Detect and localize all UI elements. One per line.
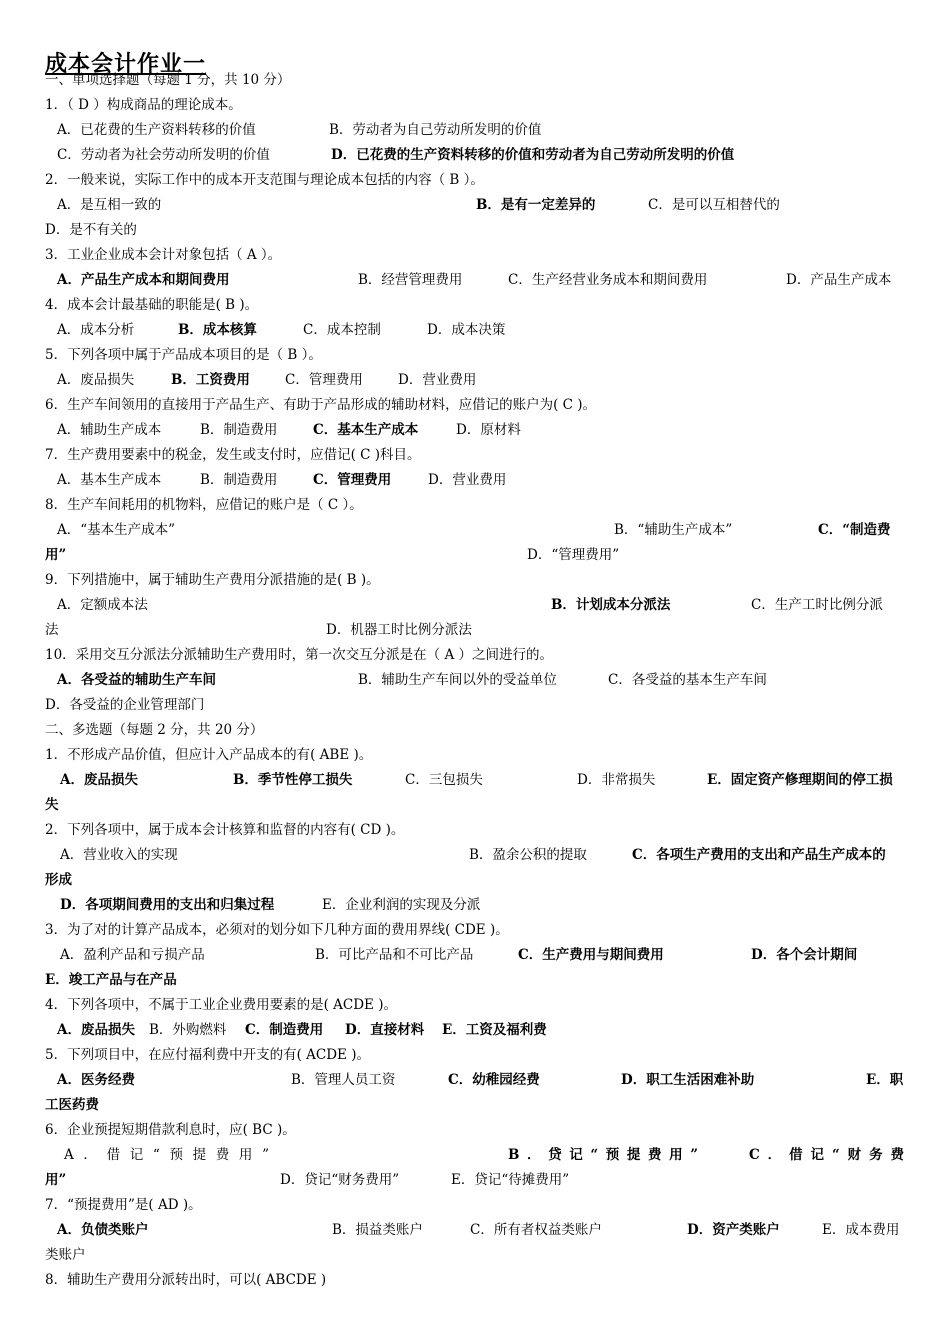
answer-option: A．借记“预提费用” bbox=[64, 1147, 269, 1163]
answer-option: B．制造费用 bbox=[200, 472, 278, 488]
answer-option: C．制造费用 bbox=[245, 1022, 324, 1038]
answer-option: E．企业利润的实现及分派 bbox=[322, 897, 481, 913]
answer-option: C．三包损失 bbox=[405, 772, 483, 788]
question-text: 3．工业企业成本会计对象包括（ A ）。 bbox=[45, 247, 282, 263]
question-text: 4．成本会计最基础的职能是( B )。 bbox=[45, 297, 259, 313]
answer-option: A．已花费的生产资料转移的价值 bbox=[57, 122, 256, 138]
question-text: 2．下列各项中，属于成本会计核算和监督的内容有( CD )。 bbox=[45, 822, 405, 838]
answer-option: D．直接材料 bbox=[345, 1022, 425, 1038]
question-text: 5．下列项目中，在应付福利费中开支的有( ACDE )。 bbox=[45, 1047, 370, 1063]
answer-option: A．是互相一致的 bbox=[57, 197, 162, 213]
answer-option: A．成本分析 bbox=[57, 322, 135, 338]
answer-option: C．劳动者为社会劳动所发明的价值 bbox=[57, 147, 270, 163]
answer-option: A．废品损失 bbox=[60, 772, 138, 788]
answer-option: B．制造费用 bbox=[200, 422, 278, 438]
question-text: 8．辅助生产费用分派转出时，可以( ABCDE ) bbox=[45, 1272, 327, 1288]
answer-option: B．外购燃料 bbox=[149, 1022, 227, 1038]
question-text: 1．不形成产品价值，但应计入产品成本的有( ABE )。 bbox=[45, 747, 373, 763]
continuation-line: 类账户 bbox=[45, 1247, 86, 1263]
answer-option: C．幼稚园经费 bbox=[448, 1072, 540, 1088]
answer-option: 用” bbox=[45, 547, 67, 563]
answer-option: B．经营管理费用 bbox=[358, 272, 463, 288]
answer-option: D．职工生活困难补助 bbox=[621, 1072, 755, 1088]
answer-option: C．基本生产成本 bbox=[313, 422, 419, 438]
answer-option: A．医务经费 bbox=[57, 1072, 135, 1088]
continuation-line: 失 bbox=[45, 797, 59, 813]
answer-option: D．“管理费用” bbox=[527, 547, 620, 563]
answer-option: A．废品损失 bbox=[57, 1022, 135, 1038]
question-text: 3．为了对的计算产品成本，必须对的划分如下几种方面的费用界线( CDE )。 bbox=[45, 922, 509, 938]
answer-option: E．贷记“待摊费用” bbox=[451, 1172, 570, 1188]
answer-option: E．成本费用 bbox=[822, 1222, 900, 1238]
answer-option: D．营业费用 bbox=[428, 472, 507, 488]
answer-option: E．职 bbox=[866, 1072, 904, 1088]
section-heading: 二、多选题（每题 2 分，共 20 分） bbox=[45, 722, 264, 738]
answer-option: C．生产费用与期间费用 bbox=[518, 947, 664, 963]
answer-option: C．管理费用 bbox=[285, 372, 363, 388]
answer-option: A．产品生产成本和期间费用 bbox=[57, 272, 230, 288]
answer-option: D．各项期间费用的支出和归集过程 bbox=[60, 897, 275, 913]
answer-option: B．贷记“预提费用” bbox=[508, 1147, 698, 1163]
answer-option: B．工资费用 bbox=[171, 372, 250, 388]
answer-option: A．“基本生产成本” bbox=[57, 522, 176, 538]
question-text: 1．（ D ）构成商品的理论成本。 bbox=[45, 97, 242, 113]
answer-option: A．辅助生产成本 bbox=[57, 422, 162, 438]
answer-option: D．资产类账户 bbox=[687, 1222, 780, 1238]
answer-option: B．损益类账户 bbox=[332, 1222, 423, 1238]
answer-option: C．生产工时比例分派 bbox=[751, 597, 883, 613]
answer-option: D．非常损失 bbox=[577, 772, 656, 788]
question-text: 6．企业预提短期借款利息时，应( BC )。 bbox=[45, 1122, 296, 1138]
answer-option: B．“辅助生产成本” bbox=[614, 522, 733, 538]
question-text: 7．“预提费用”是( AD )。 bbox=[45, 1197, 202, 1213]
answer-option: A．盈利产品和亏损产品 bbox=[60, 947, 205, 963]
question-text: 9．下列措施中，属于辅助生产费用分派措施的是( B )。 bbox=[45, 572, 380, 588]
answer-option: A．定额成本法 bbox=[57, 597, 148, 613]
answer-option: A．各受益的辅助生产车间 bbox=[57, 672, 216, 688]
document-title: 成本会计作业一 bbox=[45, 51, 207, 77]
answer-option: C．管理费用 bbox=[313, 472, 392, 488]
answer-option: C．各项生产费用的支出和产品生产成本的 bbox=[632, 847, 886, 863]
answer-option: A．基本生产成本 bbox=[57, 472, 162, 488]
answer-option: C．所有者权益类账户 bbox=[470, 1222, 602, 1238]
answer-option: B．计划成本分派法 bbox=[551, 597, 671, 613]
answer-option: 法 bbox=[45, 622, 59, 638]
answer-option: E．工资及福利费 bbox=[442, 1022, 547, 1038]
section-heading: 一、单项选择题（每题 1 分，共 10 分） bbox=[45, 72, 291, 88]
answer-option: C．各受益的基本生产车间 bbox=[608, 672, 767, 688]
answer-option: D．贷记“财务费用” bbox=[280, 1172, 400, 1188]
question-text: 10．采用交互分派法分派辅助生产费用时，第一次交互分派是在（ A ）之间进行的。 bbox=[45, 647, 554, 663]
answer-option: B．管理人员工资 bbox=[291, 1072, 396, 1088]
answer-option: D．各个会计期间 bbox=[751, 947, 858, 963]
answer-option: B．劳动者为自己劳动所发明的价值 bbox=[329, 122, 542, 138]
answer-option: B．盈余公积的提取 bbox=[469, 847, 587, 863]
question-text: 8．生产车间耗用的机物料，应借记的账户是（ C ）。 bbox=[45, 497, 363, 513]
answer-option: C．借记“财务费 bbox=[749, 1147, 904, 1163]
answer-option: B．辅助生产车间以外的受益单位 bbox=[358, 672, 557, 688]
answer-option: E．固定资产修理期间的停工损 bbox=[707, 772, 893, 788]
continuation-line: E．竣工产品与在产品 bbox=[45, 972, 177, 988]
answer-option: D．机器工时比例分派法 bbox=[326, 622, 472, 638]
continuation-line: D．各受益的企业管理部门 bbox=[45, 697, 205, 713]
answer-option: 用” bbox=[45, 1172, 67, 1188]
answer-option: D．营业费用 bbox=[398, 372, 477, 388]
question-text: 7．生产费用要素中的税金，发生或支付时，应借记( C )科目。 bbox=[45, 447, 421, 463]
continuation-line: 工医药费 bbox=[45, 1097, 99, 1113]
answer-option: D．已花费的生产资料转移的价值和劳动者为自己劳动所发明的价值 bbox=[331, 147, 735, 163]
continuation-line: D．是不有关的 bbox=[45, 222, 137, 238]
answer-option: B．季节性停工损失 bbox=[233, 772, 353, 788]
question-text: 2．一般来说，实际工作中的成本开支范围与理论成本包括的内容（ B ）。 bbox=[45, 172, 484, 188]
question-text: 4．下列各项中，不属于工业企业费用要素的是( ACDE )。 bbox=[45, 997, 397, 1013]
answer-option: A．营业收入的实现 bbox=[60, 847, 178, 863]
answer-option: B．可比产品和不可比产品 bbox=[315, 947, 474, 963]
answer-option: A．废品损失 bbox=[57, 372, 135, 388]
question-text: 5．下列各项中属于产品成本项目的是（ B ）。 bbox=[45, 347, 322, 363]
question-text: 6．生产车间领用的直接用于产品生产、有助于产品形成的辅助材料，应借记的账户为( C )。 bbox=[45, 397, 597, 413]
answer-option: D．产品生产成本 bbox=[786, 272, 892, 288]
answer-option: A．负债类账户 bbox=[57, 1222, 149, 1238]
answer-option: D．原材料 bbox=[456, 422, 521, 438]
answer-option: C．“制造费 bbox=[818, 522, 891, 538]
answer-option: B．成本核算 bbox=[178, 322, 257, 338]
answer-option: C．生产经营业务成本和期间费用 bbox=[508, 272, 708, 288]
answer-option: D．成本决策 bbox=[427, 322, 506, 338]
continuation-line: 形成 bbox=[45, 872, 72, 888]
answer-option: C．成本控制 bbox=[303, 322, 381, 338]
answer-option: C．是可以互相替代的 bbox=[648, 197, 780, 213]
answer-option: B．是有一定差异的 bbox=[476, 197, 596, 213]
